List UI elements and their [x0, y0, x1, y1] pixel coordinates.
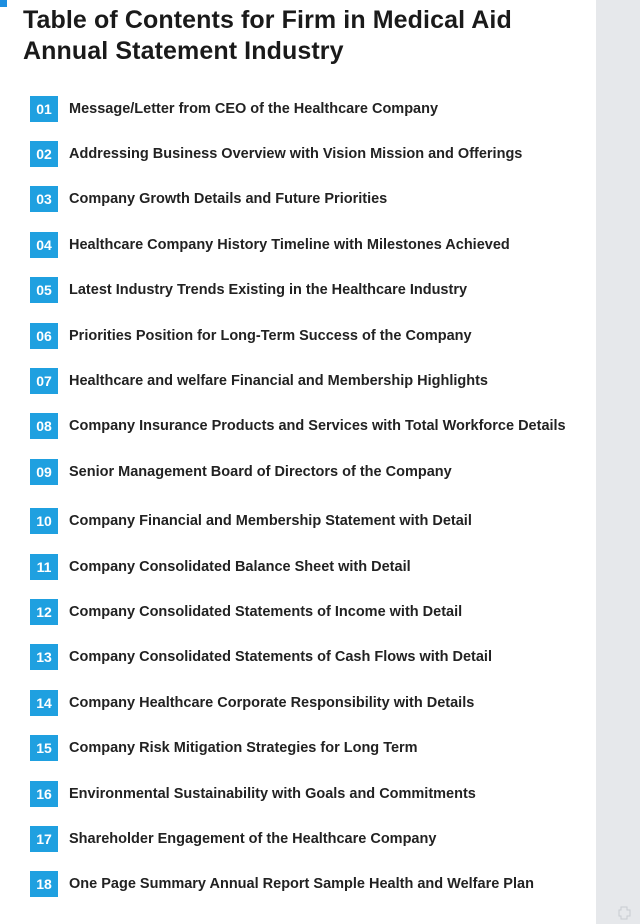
resize-icon[interactable]	[618, 906, 632, 920]
item-label: Company Insurance Products and Services with Total Workforce Details	[69, 418, 566, 435]
toc-item	[30, 589, 590, 634]
item-number-badge: 09	[30, 459, 58, 485]
item-label: Message/Letter from CEO of the Healthcare Company	[69, 100, 439, 117]
item-number-badge: 15	[30, 735, 58, 761]
item-label: Company Consolidated Statements of Income with Detail	[69, 603, 463, 620]
item-label: Company Healthcare Corporate Responsibility with Details	[69, 694, 475, 711]
toc-item	[30, 544, 590, 589]
item-number-badge: 01	[30, 96, 58, 122]
item-number-badge: 02	[30, 141, 58, 167]
toc-item	[30, 725, 590, 770]
item-label: Healthcare Company History Timeline with Milestones Achieved	[69, 236, 510, 253]
page-title: Table of Contents for Firm in Medical Aid Annual Statement Industry	[23, 6, 512, 65]
item-label: Company Consolidated Statements of Cash Flows with Detail	[69, 649, 492, 666]
item-number-badge: 16	[30, 781, 58, 807]
toc-item	[30, 499, 590, 544]
toc-item	[30, 131, 590, 176]
item-label: Company Growth Details and Future Priorities	[69, 191, 388, 208]
toc-item	[30, 862, 590, 907]
toc-item	[30, 177, 590, 222]
item-number-badge: 11	[30, 554, 58, 580]
toc-item	[30, 313, 590, 358]
item-label: Environmental Sustainability with Goals and Commitments	[69, 785, 476, 802]
item-number-badge: 05	[30, 277, 58, 303]
toc-item	[30, 404, 590, 449]
item-label: Healthcare and welfare Financial and Membership Highlights	[69, 373, 488, 390]
item-number-badge: 07	[30, 368, 58, 394]
toc-item	[30, 86, 590, 131]
item-label: Latest Industry Trends Existing in the Healthcare Industry	[69, 282, 468, 299]
item-label: Company Consolidated Balance Sheet with Detail	[69, 558, 411, 575]
toc-item	[30, 635, 590, 680]
item-number-badge: 12	[30, 599, 58, 625]
item-label: Senior Management Board of Directors of the Company	[69, 463, 452, 480]
toc-item	[30, 449, 590, 494]
item-number-badge: 14	[30, 690, 58, 716]
item-number-badge: 03	[30, 186, 58, 212]
resize-glyph	[618, 906, 632, 920]
item-label: Shareholder Engagement of the Healthcare Company	[69, 830, 437, 847]
right-scroll-strip[interactable]	[596, 0, 640, 924]
selection-handle	[0, 0, 7, 7]
item-label: Priorities Position for Long-Term Success of the Company	[69, 327, 472, 344]
item-number-badge: 06	[30, 323, 58, 349]
table-of-contents	[30, 86, 590, 907]
item-label: One Page Summary Annual Report Sample Health and Welfare Plan	[69, 876, 534, 893]
item-number-badge: 17	[30, 826, 58, 852]
toc-item	[30, 222, 590, 267]
item-number-badge: 10	[30, 508, 58, 534]
item-label: Company Financial and Membership Statement with Detail	[69, 513, 472, 530]
item-number-badge: 13	[30, 644, 58, 670]
toc-item	[30, 268, 590, 313]
toc-item	[30, 771, 590, 816]
item-number-badge: 04	[30, 232, 58, 258]
item-number-badge: 18	[30, 871, 58, 897]
toc-item	[30, 680, 590, 725]
toc-item	[30, 816, 590, 861]
toc-item	[30, 358, 590, 403]
item-number-badge: 08	[30, 413, 58, 439]
item-label: Company Risk Mitigation Strategies for Long Term	[69, 740, 418, 757]
item-label: Addressing Business Overview with Vision Mission and Offerings	[69, 146, 523, 163]
